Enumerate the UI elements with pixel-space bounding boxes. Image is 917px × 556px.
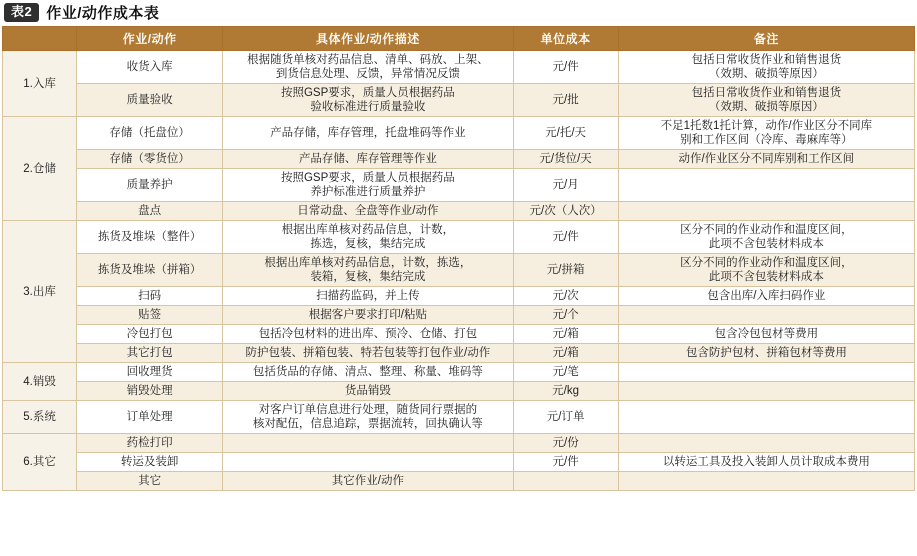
table-row [3, 287, 915, 306]
cell-unit-cost: 元/托/天 [513, 117, 618, 150]
cell-description [223, 434, 513, 453]
table-number-badge: 表2 [4, 3, 39, 22]
cell-description: 货品销毁 [223, 382, 513, 401]
row-group-label: 6.其它 [3, 434, 77, 491]
cell-note: 以转运工具及投入装卸人员计取成本费用 [618, 453, 914, 472]
column-header-unit-cost: 单位成本 [513, 27, 618, 51]
cell-note: 包括日常收货作业和销售退货 （效期、破损等原因） [618, 84, 914, 117]
cell-description: 包括货品的存储、清点、整理、称量、堆码等 [223, 363, 513, 382]
cell-note: 区分不同的作业动作和温度区间， 此项不含包装材料成本 [618, 254, 914, 287]
cell-note [618, 363, 914, 382]
cell-action: 盘点 [77, 202, 223, 221]
cell-action: 存储（零货位） [77, 150, 223, 169]
cell-description: 防护包装、拼箱包装、特若包装等打包作业/动作 [223, 344, 513, 363]
row-group-label: 5.系统 [3, 401, 77, 434]
table-row [3, 150, 915, 169]
table-header [3, 27, 915, 51]
table-row [3, 401, 915, 434]
cell-action: 收货入库 [77, 51, 223, 84]
cell-note: 不足1托数1托计算，动作/作业区分不同库 别和工作区间（冷库、毒麻库等） [618, 117, 914, 150]
table-title-row [0, 0, 917, 26]
column-header-group [3, 27, 77, 51]
cell-description: 产品存储，库存管理，托盘堆码等作业 [223, 117, 513, 150]
row-group-label: 2.仓储 [3, 117, 77, 221]
table-row [3, 325, 915, 344]
cell-unit-cost: 元/笔 [513, 363, 618, 382]
cell-unit-cost: 元/次（人次） [513, 202, 618, 221]
cell-unit-cost [513, 472, 618, 491]
table-body [3, 51, 915, 491]
cell-unit-cost: 元/件 [513, 51, 618, 84]
cell-action: 回收理货 [77, 363, 223, 382]
table-row [3, 382, 915, 401]
row-group-label: 3.出库 [3, 221, 77, 363]
cell-note [618, 382, 914, 401]
row-group-label: 4.销毁 [3, 363, 77, 401]
cell-description: 对客户订单信息进行处理，随货同行票据的 核对配伍，信息追踪，票据流转，回执确认等 [223, 401, 513, 434]
cell-note: 包含冷包包材等费用 [618, 325, 914, 344]
cell-action: 转运及装卸 [77, 453, 223, 472]
cost-table [2, 26, 915, 491]
cell-description: 日常动盘、全盘等作业/动作 [223, 202, 513, 221]
table-row [3, 221, 915, 254]
cell-action: 销毁处理 [77, 382, 223, 401]
cell-action: 质量验收 [77, 84, 223, 117]
cell-description: 按照GSP要求，质量人员根据药品 验收标准进行质量验收 [223, 84, 513, 117]
cell-action: 冷包打包 [77, 325, 223, 344]
cell-note: 包括日常收货作业和销售退货 （效期、破损等原因） [618, 51, 914, 84]
cell-unit-cost: 元/件 [513, 221, 618, 254]
cell-action: 扫码 [77, 287, 223, 306]
cell-unit-cost: 元/份 [513, 434, 618, 453]
cell-description: 产品存储、库存管理等作业 [223, 150, 513, 169]
cell-description: 其它作业/动作 [223, 472, 513, 491]
table-header-row [3, 27, 915, 51]
table-row [3, 84, 915, 117]
table-row [3, 306, 915, 325]
cell-action: 拣货及堆垛（整件） [77, 221, 223, 254]
table-row [3, 363, 915, 382]
cell-note: 包含出库/入库扫码作业 [618, 287, 914, 306]
cell-action: 药检打印 [77, 434, 223, 453]
table-row [3, 254, 915, 287]
row-group-label: 1.入库 [3, 51, 77, 117]
cell-unit-cost: 元/箱 [513, 325, 618, 344]
table-row [3, 117, 915, 150]
cell-unit-cost: 元/箱 [513, 344, 618, 363]
cell-note [618, 169, 914, 202]
table-row [3, 472, 915, 491]
cell-unit-cost: 元/月 [513, 169, 618, 202]
column-header-description: 具体作业/动作描述 [223, 27, 513, 51]
cell-action: 质量养护 [77, 169, 223, 202]
cell-note: 包含防护包材、拼箱包材等费用 [618, 344, 914, 363]
cell-note: 区分不同的作业动作和温度区间， 此项不含包装材料成本 [618, 221, 914, 254]
cell-description: 根据客户要求打印/粘贴 [223, 306, 513, 325]
cell-note [618, 401, 914, 434]
cell-description: 根据出库单核对药品信息，计数，拣选， 装箱，复核，集结完成 [223, 254, 513, 287]
cell-note [618, 306, 914, 325]
cell-action: 其它 [77, 472, 223, 491]
cell-unit-cost: 元/kg [513, 382, 618, 401]
table-row [3, 202, 915, 221]
cell-unit-cost: 元/件 [513, 453, 618, 472]
table-row [3, 453, 915, 472]
cell-unit-cost: 元/个 [513, 306, 618, 325]
cell-note [618, 202, 914, 221]
cell-description: 扫描药监码，并上传 [223, 287, 513, 306]
cell-description: 包括冷包材料的进出库、预冷、仓储、打包 [223, 325, 513, 344]
cell-action: 贴签 [77, 306, 223, 325]
cell-note: 动作/作业区分不同库别和工作区间 [618, 150, 914, 169]
cell-action: 拣货及堆垛（拼箱） [77, 254, 223, 287]
cell-unit-cost: 元/次 [513, 287, 618, 306]
cell-description: 根据随货单核对药品信息、清单、码放、上架、 到货信息处理、反馈，异常情况反馈 [223, 51, 513, 84]
cell-note [618, 434, 914, 453]
cell-unit-cost: 元/订单 [513, 401, 618, 434]
cell-action: 存储（托盘位） [77, 117, 223, 150]
cell-description: 按照GSP要求，质量人员根据药品 养护标准进行质量养护 [223, 169, 513, 202]
cell-unit-cost: 元/货位/天 [513, 150, 618, 169]
cell-unit-cost: 元/拼箱 [513, 254, 618, 287]
cell-description: 根据出库单核对药品信息，计数， 拣选，复核，集结完成 [223, 221, 513, 254]
cell-action: 订单处理 [77, 401, 223, 434]
page-title: 作业/动作成本表 [46, 5, 160, 22]
table-row [3, 51, 915, 84]
cell-unit-cost: 元/批 [513, 84, 618, 117]
column-header-note: 备注 [618, 27, 914, 51]
cell-action: 其它打包 [77, 344, 223, 363]
table-row [3, 344, 915, 363]
cell-description [223, 453, 513, 472]
table-row [3, 434, 915, 453]
table-row [3, 169, 915, 202]
column-header-action: 作业/动作 [77, 27, 223, 51]
cell-note [618, 472, 914, 491]
